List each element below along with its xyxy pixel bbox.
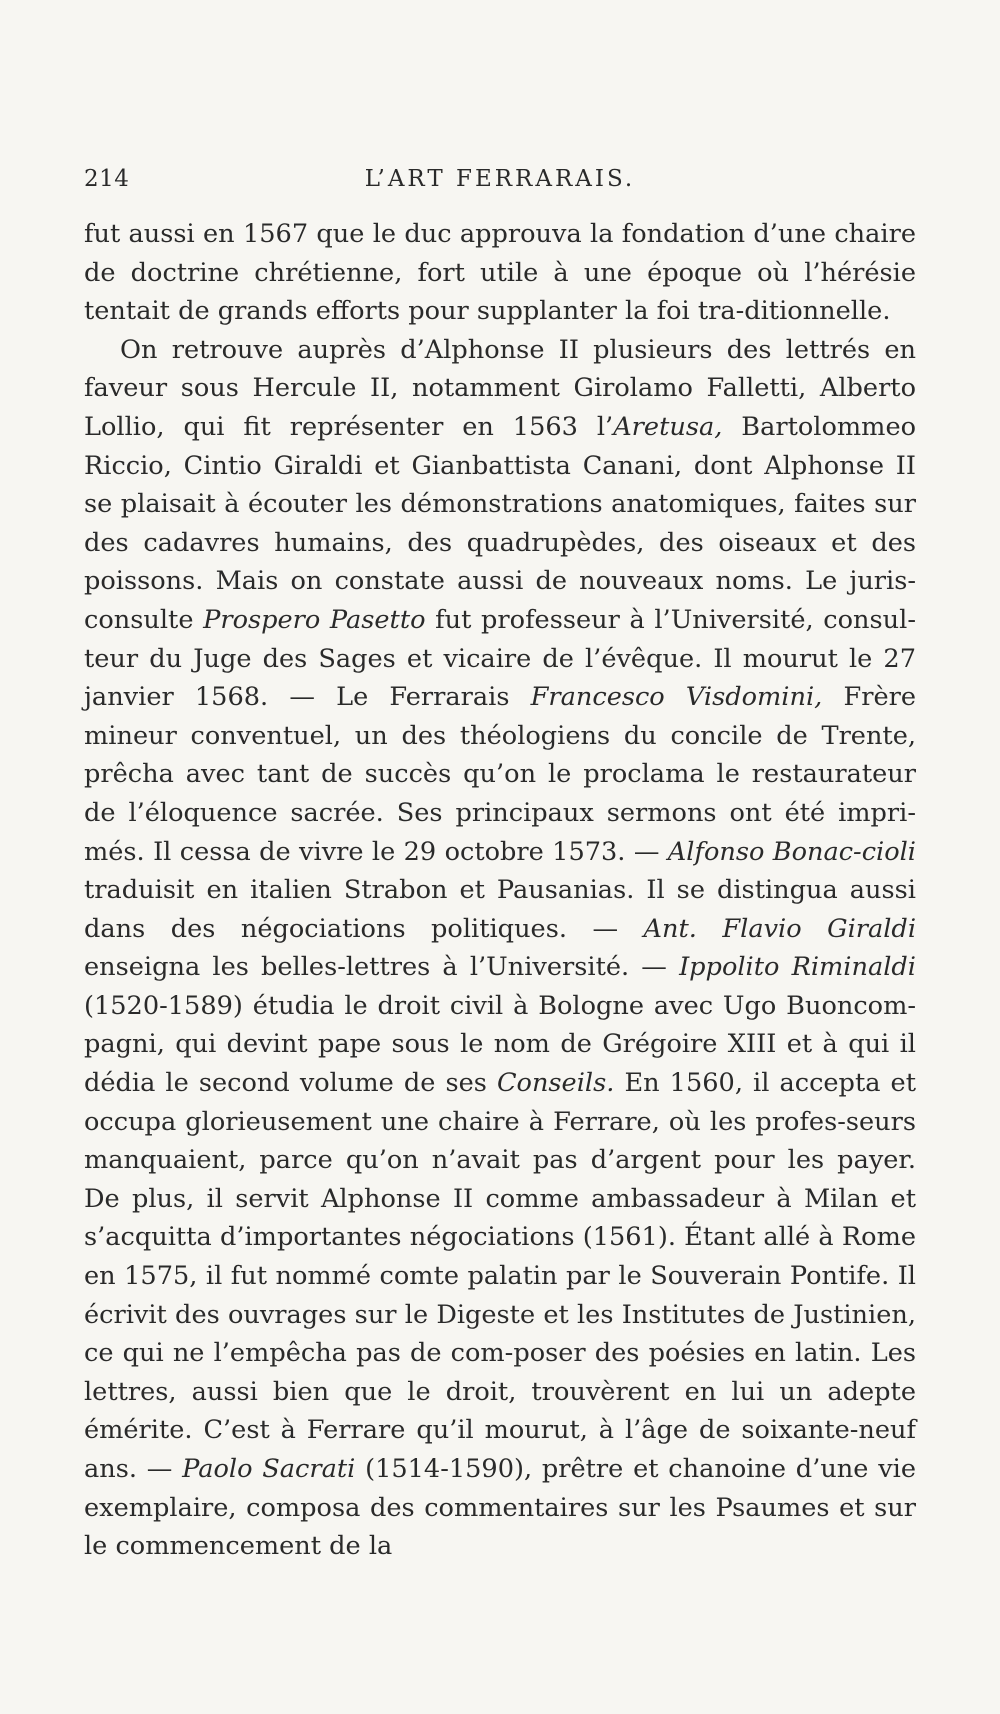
running-head	[84, 166, 916, 202]
body-text	[84, 215, 916, 1566]
text-run: (1514-1590), prêtre et chanoine d’une vie exemplaire, composa des commentaires sur les Psaumes et sur le commencement de la	[84, 1454, 916, 1562]
italic-name: Alfonso Bonac-cioli	[667, 836, 916, 867]
italic-name: Ippolito Riminaldi	[679, 952, 916, 983]
text-run: Frère mineur conventuel, un des théologiens du concile de Trente, prêcha avec tant de succès qu’on le proclama le restaurateur de l’éloquence sacrée. Ses principaux sermons ont été impri-més. Il cessa de vivre le 29 octobre 1573. —	[84, 682, 916, 867]
text-run: (1520-1589) étudia le droit civil à Bologne avec Ugo Buoncom-pagni, qui devint pape sous le nom de Grégoire XIII et à qui il dédia le second volume de ses	[84, 990, 916, 1099]
text-run: Bartolommeo Riccio, Cintio Giraldi et Gianbattista Canani, dont Alphonse II se plaisait à écouter les démonstrations anatomiques, faites sur des cadavres humains, des quadrupèdes, des oiseaux et des poissons. Mais on constate aussi de nouveaux noms. Le juris-consulte	[84, 411, 916, 635]
text-run: fut professeur à l’Université, consul-teur du Juge des Sages et vicaire de l’évêque. Il mourut le 27 janvier 1568. — Le Ferrarais	[84, 604, 916, 713]
italic-name: Paolo Sacrati	[182, 1454, 356, 1484]
italic-title: Conseils.	[496, 1068, 615, 1099]
paragraph-lettres	[84, 331, 916, 1566]
italic-name: Francesco Visdomini,	[530, 682, 823, 713]
page-number: 214	[84, 166, 130, 192]
italic-title: Aretusa,	[613, 411, 723, 442]
italic-name: Prospero Pasetto	[203, 604, 426, 635]
text-run: enseigna les belles-lettres à l’Université. —	[84, 952, 680, 983]
running-title: L’ART FERRARAIS.	[364, 166, 636, 192]
text-run: On retrouve auprès d’Alphonse II plusieurs des lettrés en faveur sous Hercule II, notamment Girolamo Falletti, Alberto Lollio, qui fit représenter en 1563 l’	[84, 334, 916, 442]
paragraph-continuation: fut aussi en 1567 que le duc approuva la fondation d’une chaire de doctrine chrétienne, fort utile à une époque où l’hérésie tentait de grands efforts pour supplanter la foi tra-ditionnelle.	[84, 219, 916, 327]
text-run: traduisit en italien Strabon et Pausanias. Il se distingua aussi dans des négociations politiques. —	[84, 875, 916, 944]
text-run: En 1560, il accepta et occupa glorieusement une chaire à Ferrare, où les profes-seurs manquaient, parce qu’on n’avait pas d’argent pour les payer. De plus, il servit Alphonse II comme ambassadeur à Milan et s’acquitta d’importantes négociations (1561). Étant allé à Rome en 1575, il fut nommé comte palatin par le Souverain Pontife. Il écrivit des ouvrages sur le Digeste et les Institutes de Justinien, ce qui ne l’empêcha pas de com-poser des poésies en latin. Les lettres, aussi bien que le droit, trouvèrent en lui un adepte émérite. C’est à Ferrare qu’il mourut, à l’âge de soixante-neuf ans. —	[84, 1068, 916, 1484]
italic-name: Ant. Flavio Giraldi	[643, 913, 917, 944]
